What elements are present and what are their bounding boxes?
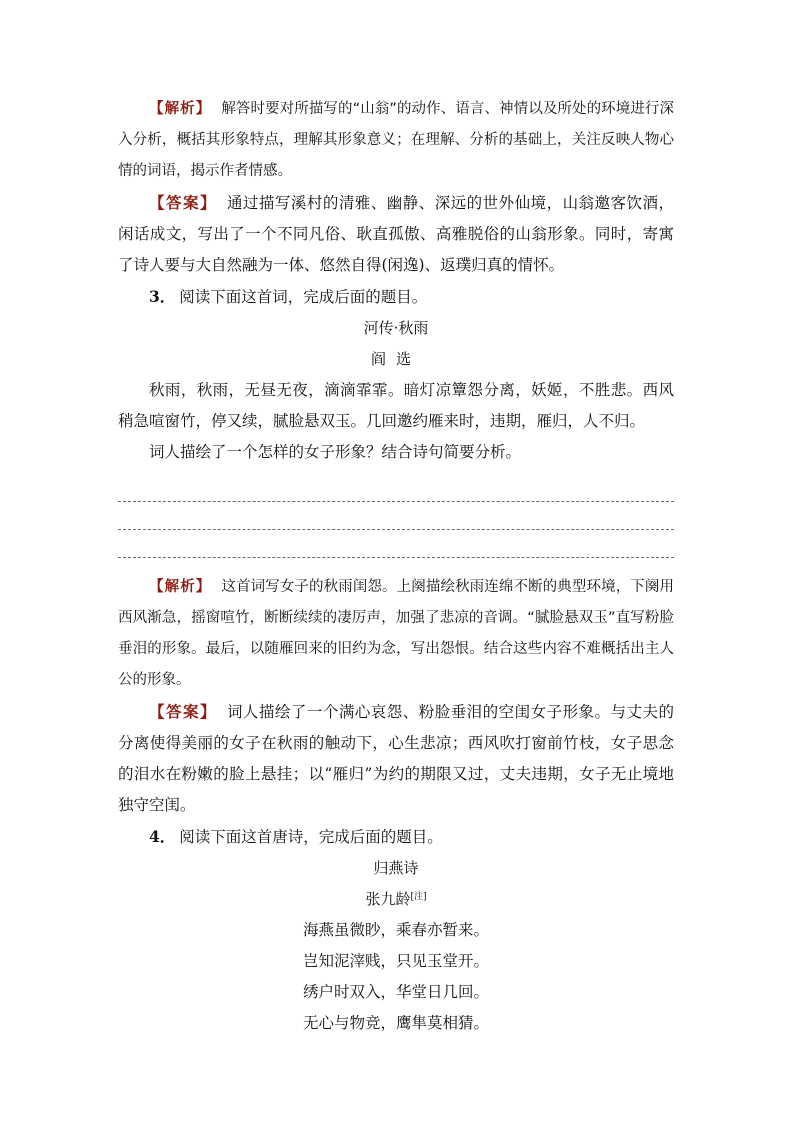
poem-title: 归燕诗 — [373, 859, 419, 877]
answer-line — [118, 502, 674, 530]
q2-analysis — [118, 94, 674, 187]
q3-analysis — [118, 572, 674, 696]
poem-line: 无心与物竞，鹰隼莫相猜。 — [302, 1014, 489, 1032]
poem-line: 海燕虽微眇，乘春亦暂来。 — [302, 921, 489, 939]
question-number: 3． — [149, 287, 176, 306]
poem-line: 岂知泥滓贱，只见玉堂开。 — [302, 952, 489, 970]
analysis-text: 解答时要对所描写的“山翁”的动作、语言、神情以及所处的环境进行深入分析，概括其形象特点，理解其形象意义；在理解、分析的基础上，关注反映人物心情的词语，揭示作者情感。 — [118, 101, 674, 179]
poem-title: 河传·秋雨 — [363, 319, 429, 337]
answer-lines — [118, 474, 674, 558]
question-prompt: 阅读下面这首词，完成后面的题目。 — [179, 288, 428, 306]
analysis-tag: 【解析】 — [149, 101, 212, 117]
poem-author: 阎选 — [370, 350, 421, 368]
q4-prompt — [118, 821, 674, 853]
answer-tag: 【答案】 — [149, 702, 217, 721]
author-name: 张九龄 — [365, 890, 411, 908]
analysis-tag: 【解析】 — [149, 579, 212, 595]
footnote-mark: [注] — [410, 892, 427, 902]
question-prompt: 阅读下面这首唐诗，完成后面的题目。 — [179, 828, 443, 846]
answer-line — [118, 530, 674, 558]
answer-text: 通过描写溪村的清雅、幽静、深远的世外仙境，山翁邀客饮酒，闲话成文，写出了一个不同凡俗、耿直孤傲、高雅脱俗的山翁形象。同时，寄寓了诗人要与大自然融为一体、悠然自得(闲逸)、返璞归真的情怀。 — [118, 194, 674, 274]
q3-prompt — [118, 281, 674, 313]
question-text: 词人描绘了一个怎样的女子形象？结合诗句简要分析。 — [149, 443, 522, 461]
answer-text: 词人描绘了一个满心哀怨、粉脸垂泪的空闺女子形象。与丈夫的分离使得美丽的女子在秋雨的触动下，心生悲凉；西风吹打窗前竹枝，女子思念的泪水在粉嫩的脸上悬挂；以“雁归”为约的期限又过，丈夫违期，女子无止境地独守空闺。 — [118, 703, 674, 814]
q2-answer — [118, 187, 674, 281]
answer-line — [118, 474, 674, 502]
poem-text: 秋雨，秋雨，无昼无夜，滴滴霏霏。暗灯凉簟怨分离，妖姬，不胜悲。西风稍急喧窗竹，停又续，腻脸悬双玉。几回邀约雁来时，违期，雁归，人不归。 — [118, 381, 674, 430]
analysis-text: 这首词写女子的秋雨闺怨。上阕描绘秋雨连绵不断的典型环境，下阕用西风渐急，摇窗喧竹，断断续续的凄厉声，加强了悲凉的音调。“腻脸悬双玉”直写粉脸垂泪的形象。最后，以随雁回来的旧约为念，写出怨恨。结合这些内容不难概括出主人公的形象。 — [118, 579, 675, 688]
question-number: 4． — [149, 827, 176, 846]
poem-line: 绣户时双入，华堂日几回。 — [302, 983, 489, 1001]
poem-author — [118, 884, 674, 915]
document-page — [118, 94, 674, 1039]
q3-answer — [118, 696, 674, 821]
answer-tag: 【答案】 — [149, 193, 217, 212]
